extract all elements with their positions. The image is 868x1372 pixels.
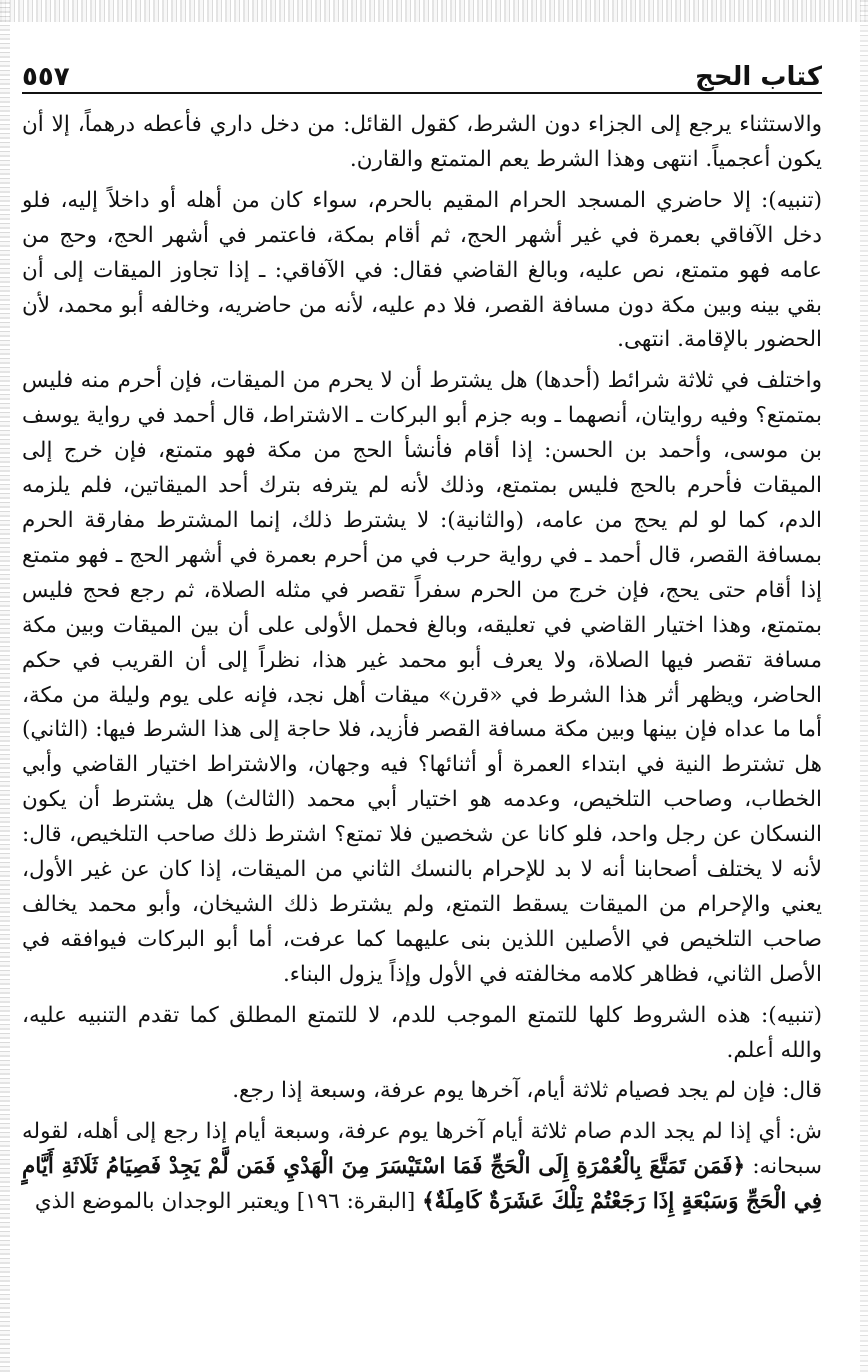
- commentary-lead: ش: أي إذا لم يجد الدم صام ثلاثة أيام آخرها يوم عرفة، وسبعة أيام إذا رجع إلى أهله، لقوله سبحانه:: [22, 1119, 822, 1180]
- verse-citation: [البقرة: ١٩٦]: [296, 1189, 416, 1215]
- page-edge-left: [0, 0, 10, 1372]
- quran-verse: ﴿فَمَن تَمَتَّعَ بِالْعُمْرَةِ إِلَى الْحَجِّ فَمَا اسْتَيْسَرَ مِنَ الْهَدْيِ فَمَن لَّمْ يَجِدْ فَصِيَامُ ثَلَاثَةِ أَيَّامٍ فِي الْحَجِّ وَسَبْعَةٍ إِذَا رَجَعْتُمْ تِلْكَ عَشَرَةٌ كَامِلَةٌ﴾: [22, 1154, 822, 1215]
- paragraph-4: (تنبيه): هذه الشروط كلها للتمتع الموجب للدم، لا للتمتع المطلق كما تقدم التنبيه عليه، والله أعلم.: [22, 1002, 822, 1063]
- running-title: كتاب الحج: [695, 62, 822, 92]
- paragraph-5: قال: فإن لم يجد فصيام ثلاثة أيام، آخرها يوم عرفة، وسبعة إذا رجع.: [232, 1078, 822, 1104]
- book-page: [22, 50, 822, 1226]
- paragraph-3: واختلف في ثلاثة شرائط (أحدها) هل يشترط أن لا يحرم من الميقات، فإن أحرم منه فليس بمتمتع؟ وفيه روايتان، أنصهما ـ وبه جزم أبو البركات ـ الاشتراط، قال أحمد في رواية يوسف بن موسى، وأحمد بن الحسن: إذا أقام فأنشأ الحج من مكة فهو متمتع، فإن خرج إلى الميقات فأحرم بالحج فليس بمتمتع، وذلك لأنه لم يترفه بترك أحد الميقاتين، فلم يلزمه الدم، كما لو لم يحج من عامه، (والثانية): لا يشترط ذلك، إنما المشترط مفارقة الحرم بمسافة القصر، قال أحمد ـ في رواية حرب في من أحرم بعمرة في أشهر الحج ـ فهو متمتع إذا أقام حتى يحج، فإن خرج من الحرم سفراً تقصر في مثله الصلاة، ثم رجع فحج فليس بمتمتع، وهذا اختيار القاضي في تعليقه، وبالغ فحمل الأولى على أن بين الميقات وبين مكة مسافة تقصر فيها الصلاة، ولا يعرف أبو محمد غير هذا، نظراً إلى أن القريب في حكم الحاضر، ويظهر أثر هذا الشرط في «قرن» ميقات أهل نجد، فإنه على يوم وليلة من مكة، أما ما عداه فإن بينها وبين مكة مسافة القصر فأزيد، فلا حاجة إلى هذا الشرط فيها: (الثاني) هل تشترط النية في ابتداء العمرة أو أثنائها؟ فيه وجهان، والاشتراط اختيار القاضي وأبي الخطاب، وصاحب التلخيص، وعدمه هو اختيار أبي محمد (الثالث) هل يشترط أن يكون النسكان عن رجل واحد، فلو كانا عن شخصين فلا تمتع؟ اشترط ذلك صاحب التلخيص، قال: لأنه لا يختلف أصحابنا أنه لا بد للإحرام بالنسك الثاني من الميقات، إذا كان عن غير الأول، يعني والإحرام من الميقات يسقط التمتع، ولم يشترط ذلك الشيخان، وأبو محمد يخالف صاحب التلخيص في الأصلين اللذين بنى عليهما كما عرفت، أما أبو البركات فيوافقه في الأصل الثاني، فظاهر كلامه مخالفته في الأول وإذاً يزول البناء.: [22, 368, 822, 987]
- page-edge-top: [0, 0, 868, 22]
- paragraph-1: والاستثناء يرجع إلى الجزاء دون الشرط، كقول القائل: من دخل داري فأعطه درهماً، إلا أن يكون أعجمياً. انتهى وهذا الشرط يعم المتمتع والقارن.: [22, 112, 822, 172]
- paragraph-6: [22, 1115, 822, 1220]
- commentary-tail: ويعتبر الوجدان بالموضع الذي: [34, 1189, 290, 1215]
- paragraph-2: (تنبيه): إلا حاضري المسجد الحرام المقيم بالحرم، سواء كان من أهله أو داخلاً إليه، فلو دخل الآفاقي بعمرة في غير أشهر الحج، ثم أقام بمكة، فاعتمر في أشهر الحج، وحج من عامه فهو متمتع، نص عليه، وبالغ القاضي فقال: في الآفاقي: ـ إذا تجاوز الميقات إلى أن بقي بينه وبين مكة دون مسافة القصر، فلا دم عليه، لأنه من حاضريه، وخالفه أبو محمد، لأن الحضور بالإقامة. انتهى.: [22, 187, 822, 353]
- body-text: [22, 108, 822, 1220]
- page-number: ٥٥٧: [22, 62, 70, 92]
- page-edge-right: [860, 0, 868, 1372]
- page-header: [22, 50, 822, 94]
